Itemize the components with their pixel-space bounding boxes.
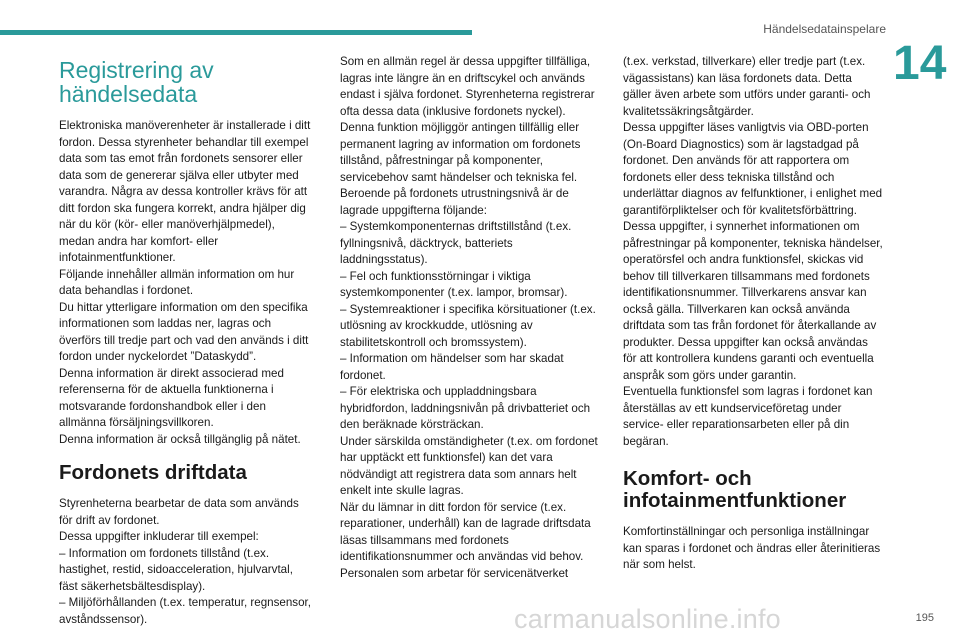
list-item: – Information om fordonets tillstånd (t.ex. hastighet, restid, sidoacceleration, hjulvarvtal, fäst säkerhetsbältesdisplay). xyxy=(59,546,293,593)
section-heading: Komfort- och infotainmentfunktioner xyxy=(623,467,847,512)
paragraph: Som en allmän regel är dessa uppgifter tillfälliga, lagras inte längre än en driftscykel och används endast i själva fordonet. Styrenheterna registrerar ofta dessa data (inklusive fordonets nyckel). Denna funktion möjliggör antingen tillfällig eller permanent lagring av information om fordonets tillstånd, påfrestningar på komponenter, servicebehov samt händelser och tekniska fel. xyxy=(340,55,595,184)
paragraph: Denna information är också tillgänglig på nätet. xyxy=(59,432,301,446)
paragraph: Denna information är direkt associerad med referenserna för de aktuella funktionerna i motsvarande fordonshandbok eller i den allmänna försäljningsvillkoren. xyxy=(59,366,284,429)
list-item: – Systemkomponenternas driftstillstånd (t.ex. fyllningsnivå, däcktryck, batteriets laddningsstatus). xyxy=(340,220,572,266)
list-item: – Miljöförhållanden (t.ex. temperatur, regnsensor, avståndssensor). xyxy=(59,596,311,626)
running-header: Händelsedatainspelare xyxy=(763,22,886,36)
paragraph: Komfortinställningar och personliga inställningar kan sparas i fordonet och ändras eller återinitieras när som helst. xyxy=(623,525,881,571)
chapter-number: 14 xyxy=(893,37,947,90)
header-accent-bar xyxy=(0,30,472,35)
section-title: Registrering av händelsedata xyxy=(59,57,214,107)
paragraph: Följande innehåller allmän information om hur data behandlas i fordonet. xyxy=(59,267,295,297)
paragraph: Beroende på fordonets utrustningsnivå är de lagrade uppgifterna följande: xyxy=(340,187,569,217)
paragraph: När du lämnar in ditt fordon för service (t.ex. reparationer, underhåll) kan de lagrade driftsdata läsas tillsammans med fordonets identifikationsnummer och användas vid behov. Personalen som arbetar för servicenätverket xyxy=(340,500,591,580)
paragraph: Under särskilda omständigheter (t.ex. om fordonet har upptäckt ett funktionsfel) kan det vara nödvändigt att registrera data som annars helt enkelt inte skulle lagras. xyxy=(340,434,598,497)
list-item: – Systemreaktioner i specifika körsituationer (t.ex. utlösning av krockkudde, utlösning av stabilitetskontroll och bromssystem). xyxy=(340,302,596,349)
paragraph: Eventuella funktionsfel som lagras i fordonet kan återställas av ett kundserviceföretag under service- eller reparationsarbeten eller på din begäran. xyxy=(623,385,873,448)
list-item: – Information om händelser som har skadat fordonet. xyxy=(340,352,564,382)
list-item: – Fel och funktionsstörningar i viktiga systemkomponenter (t.ex. lampor, bromsar). xyxy=(340,269,568,299)
page-number: 195 xyxy=(915,612,934,624)
paragraph: Elektroniska manöverenheter är installerade i ditt fordon. Dessa styrenheter behandlar till exempel data som tas emot från fordonets sensorer eller data som de genererar själva eller utbyter med varandra. Några av dessa kontroller krävs för att ditt fordon ska fungera korrekt, andra hjälper dig när du kör (kör- eller manöverhjälpmedel), medan andra har komfort- eller infotainmentfunktioner. xyxy=(59,119,311,264)
paragraph: Styrenheterna bearbetar de data som används för drift av fordonet. xyxy=(59,497,299,527)
paragraph: Du hittar ytterligare information om den specifika informationen som laddas ner, lagras och överförs till tredje part och vad den används i ditt fordon under nyckelordet ”Dataskydd”. xyxy=(59,300,309,363)
paragraph: (t.ex. verkstad, tillverkare) eller tredje part (t.ex. vägassistans) kan läsa fordonets data. Detta gäller även arbete som utförs under garanti- och kvalitetssäkringsåtgärder. xyxy=(623,55,871,118)
column-1 xyxy=(59,52,311,628)
section-heading: Fordonets driftdata xyxy=(59,461,247,484)
watermark: carmanualsonline.info xyxy=(514,604,781,634)
paragraph: Dessa uppgifter läses vanligtvis via OBD-porten (On-Board Diagnostics) som är lagstadgad på fordonet. Den används för att rapportera om fordonets eller dess tekniska tillstånd och underlättar diagnos av felfunktioner, i enlighet med garantiförpliktelser och för kvalitetsförbättring. Dessa uppgifter, i synnerhet informationen om påfrestningar på komponenter, tekniska händelser, operatörsfel och andra funktionsfel, skickas vid behov till tillverkaren tillsammans med fordonets identifikationsnummer. Tillverkarens ansvar kan också gälla. Tillverkaren kan också använda driftdata som tas från fordonet för återkallande av produkter. Dessa uppgifter kan också användas för att kontrollera kundens garanti och eventuella anspråk som görs under garantin. xyxy=(623,121,883,382)
column-2 xyxy=(340,54,602,582)
list-item: – För elektriska och uppladdningsbara hybridfordon, laddningsnivån på drivbatteriet och den beräknade körsträckan. xyxy=(340,385,591,431)
paragraph: Dessa uppgifter inkluderar till exempel: xyxy=(59,530,259,543)
column-3 xyxy=(623,54,883,574)
